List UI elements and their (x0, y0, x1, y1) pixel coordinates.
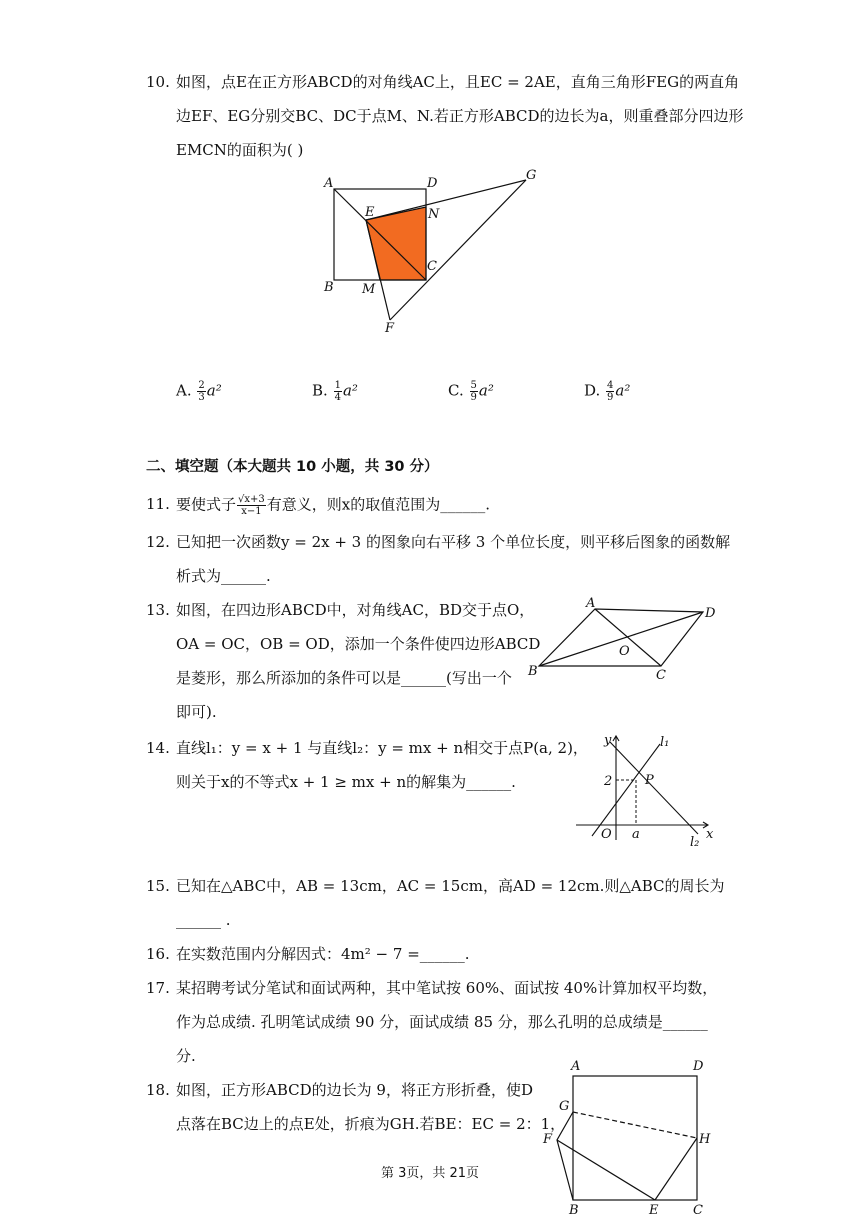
q15-text-line1: 已知在△ABC中，AB = 13cm，AC = 15cm，高AD = 12cm.则△ABC的周长为 (176, 877, 725, 895)
q17-number: 17. (146, 979, 170, 997)
q13-text-line3: 是菱形，那么所添加的条件可以是______(写出一个 (176, 669, 512, 687)
q10-text-line1: 如图，点E在正方形ABCD的对角线AC上，且EC = 2AE，直角三角形FEG的两直角 (176, 73, 740, 91)
q10-label-m: M (362, 282, 376, 297)
q10-label-n: N (428, 207, 440, 222)
q13-label-d: D (705, 606, 716, 621)
q10-option-c: C. $\frac{5}{9}$ a² (448, 380, 494, 403)
q10-label-f: F (385, 321, 395, 336)
q13-label-a: A (586, 596, 596, 611)
page-footer: 第 3页，共 21页 (380, 1166, 480, 1181)
q10-text-line2: 边EF、EG分别交BC、DC于点M、N.若正方形ABCD的边长为a，则重叠部分四边形 (176, 107, 744, 125)
q14-label-o: O (601, 827, 612, 842)
q16-number: 16. (146, 945, 170, 963)
q16-text: 在实数范围内分解因式：4m² − 7 =______. (176, 945, 470, 963)
q10-label-c: C (427, 259, 437, 274)
q10-side-eg (366, 180, 526, 220)
q12-text-line1: 已知把一次函数y = 2x + 3 的图象向右平移 3 个单位长度，则平移后图象的函数解 (176, 533, 731, 551)
q10-label-e: E (365, 205, 375, 220)
q18-figure (535, 1052, 725, 1216)
q18-crease-gh (573, 1112, 697, 1138)
q18-label-h: H (699, 1132, 711, 1147)
q18-folded-edges (557, 1112, 573, 1200)
q17-text-line2: 作为总成绩. 孔明笔试成绩 90 分，面试成绩 85 分，那么孔明的总成绩是______ (176, 1013, 708, 1031)
q18-text-line2: 点落在BC边上的点E处，折痕为GH.若BE：EC = 2：1， (176, 1115, 566, 1133)
q14-label-l2: l₂ (690, 835, 700, 850)
q18-label-a: A (571, 1059, 581, 1074)
q18-text-line1: 如图，正方形ABCD的边长为 9，将正方形折叠，使D (176, 1081, 533, 1099)
q14-text-line1: 直线l₁：y = x + 1 与直线l₂：y = mx + n相交于点P(a, 2)， (176, 739, 588, 757)
q14-label-2: 2 (604, 774, 613, 789)
q14-label-a: a (632, 827, 640, 842)
q13-text-line1: 如图，在四边形ABCD中，对角线AC，BD交于点O， (176, 601, 535, 619)
q11-number: 11. (146, 495, 170, 513)
q15-number: 15. (146, 877, 170, 895)
section-heading: 二、填空题（本大题共 10 小题，共 30 分） (146, 459, 439, 475)
q14-line-l2 (610, 742, 698, 834)
q14-number: 14. (146, 739, 170, 757)
q13-text-line2: OA = OC，OB = OD，添加一个条件使四边形ABCD (176, 635, 541, 653)
q17-text-line3: 分. (176, 1047, 196, 1065)
q13-text-line4: 即可). (176, 703, 217, 721)
q14-label-p: P (645, 773, 654, 788)
q14-label-x: x (706, 827, 714, 842)
q10-option-d: D. $\frac{4}{9}$ a² (584, 380, 631, 403)
q18-square (573, 1076, 697, 1200)
q10-figure (310, 160, 550, 340)
q13-label-c: C (656, 668, 666, 683)
q12-text-line2: 析式为______. (176, 567, 271, 585)
q18-label-e: E (649, 1203, 659, 1216)
q18-label-c: C (693, 1203, 703, 1216)
q17-text-line1: 某招聘考试分笔试和面试两种，其中笔试按 60%、面试按 40%计算加权平均数， (176, 979, 718, 997)
q18-label-b: B (569, 1203, 579, 1216)
q14-figure (570, 730, 720, 850)
q13-label-b: B (528, 664, 538, 679)
q13-number: 13. (146, 601, 170, 619)
q10-label-d: D (427, 176, 438, 191)
q12-number: 12. (146, 533, 170, 551)
q10-option-a: A. $\frac{2}{3}$ a² (176, 380, 222, 403)
q10-label-b: B (324, 280, 334, 295)
q18-number: 18. (146, 1081, 170, 1099)
q14-label-l1: l₁ (660, 735, 670, 750)
q11-text: 要使式子 $\frac{√x+3}{x-1}$ 有意义，则x的取值范围为______. (176, 494, 491, 517)
q10-option-b: B. $\frac{1}{4}$ a² (312, 380, 358, 403)
q18-label-f: F (543, 1132, 553, 1147)
q14-label-y: y (604, 733, 612, 748)
q18-label-d: D (693, 1059, 704, 1074)
q14-line-l1 (592, 744, 660, 836)
q18-label-g: G (559, 1099, 570, 1114)
q13-label-o: O (619, 644, 630, 659)
q15-text-line2: ______ . (176, 911, 231, 929)
q11-fraction: $\frac{√x+3}{x-1}$ (238, 494, 265, 517)
q10-number: 10. (146, 73, 170, 91)
q10-text-line3: EMCN的面积为( ) (176, 141, 304, 159)
q14-text-line2: 则关于x的不等式x + 1 ≥ mx + n的解集为______. (176, 773, 516, 791)
q10-label-a: A (324, 176, 334, 191)
q10-label-g: G (526, 168, 537, 183)
q13-figure (525, 595, 725, 685)
